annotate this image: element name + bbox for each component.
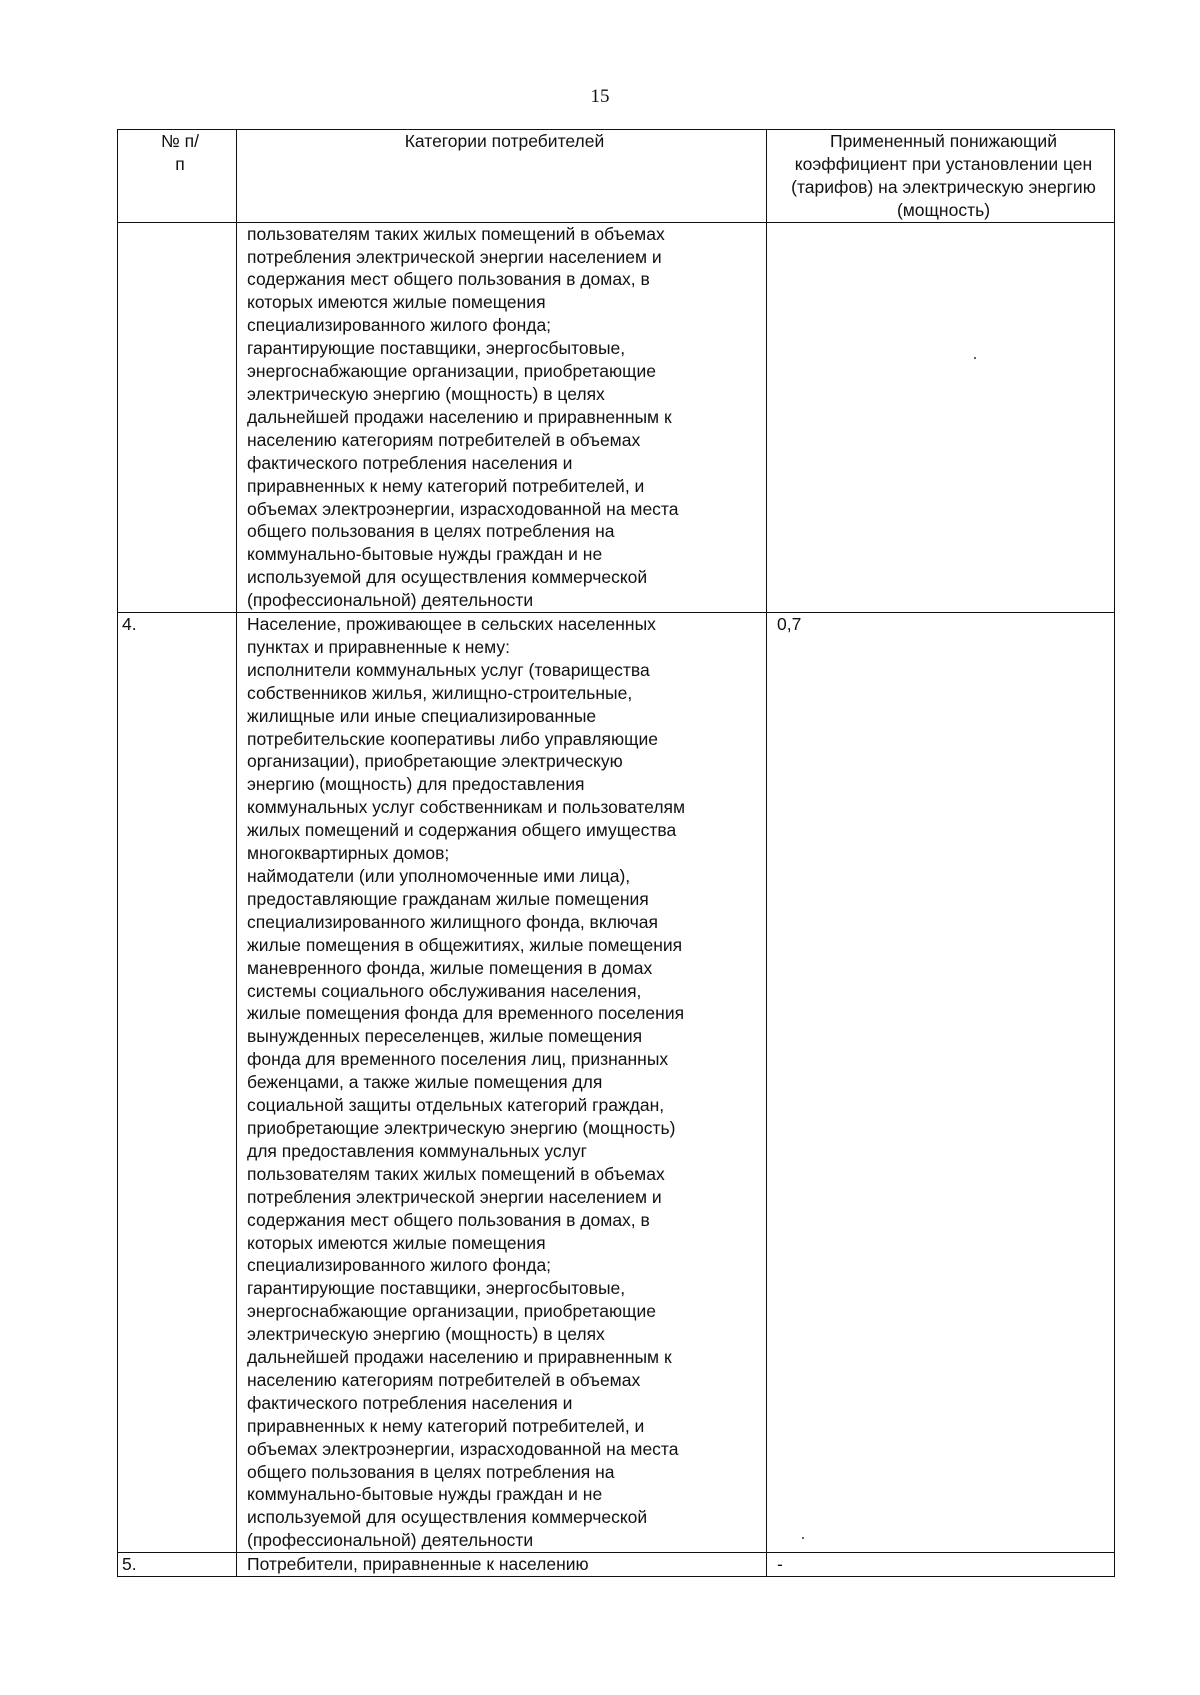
continuation-category-line: дальнейшей продажи населению и приравненным к xyxy=(247,406,672,427)
row4-category-line: фактического потребления населения и xyxy=(247,1392,573,1413)
row4-number: 4. xyxy=(118,613,237,1553)
page-number: 15 xyxy=(590,86,610,107)
row4-category-line: специализированного жилого фонда; xyxy=(247,1255,552,1276)
table-header-row xyxy=(118,130,1115,223)
continuation-category-line: пользователям таких жилых помещений в объемах xyxy=(247,223,665,244)
scan-speck xyxy=(802,1537,804,1539)
row4-coefficient: 0,7 xyxy=(767,613,1115,1553)
row4-category-line: пользователям таких жилых помещений в объемах xyxy=(247,1163,665,1184)
continuation-category-line: потребления электрической энергии населением и xyxy=(247,246,662,267)
row4-category-line: маневренного фонда, жилые помещения в домах xyxy=(247,957,653,978)
table-row-continuation xyxy=(118,222,1115,612)
row4-category-line: жилищные или иные специализированные xyxy=(247,705,597,726)
tariff-coefficients-table xyxy=(117,129,1115,1577)
row4-category-cell xyxy=(237,613,767,1553)
continuation-category-line: объемах электроэнергии, израсходованной на места xyxy=(247,498,679,519)
row4-category-line: общего пользования в целях потребления на xyxy=(247,1461,615,1482)
continuation-category-line: (профессиональной) деятельности xyxy=(247,590,534,611)
row4-category-line: собственников жилья, жилищно-строительные, xyxy=(247,682,633,703)
row4-category-line: энергию (мощность) для предоставления xyxy=(247,774,585,795)
continuation-category-line: фактического потребления населения и xyxy=(247,452,573,473)
continuation-category-line: коммунально-бытовые нужды граждан и не xyxy=(247,544,603,565)
row4-category-line: специализированного жилищного фонда, включая xyxy=(247,911,658,932)
row4-category-line: которых имеются жилые помещения xyxy=(247,1232,546,1253)
row4-category-line: пунктах и приравненные к нему: xyxy=(247,636,510,657)
row4-category-line: (профессиональной) деятельности xyxy=(247,1530,534,1551)
row4-category-line: предоставляющие гражданам жилые помещения xyxy=(247,888,649,909)
continuation-category-line: гарантирующие поставщики, энергосбытовые, xyxy=(247,338,626,359)
continuation-category-line: общего пользования в целях потребления на xyxy=(247,521,615,542)
continuation-coefficient-cell xyxy=(767,222,1115,612)
row5-coefficient: - xyxy=(767,1553,1115,1577)
continuation-category-line: содержания мест общего пользования в домах, в xyxy=(247,269,650,290)
row4-category-line: населению категориям потребителей в объемах xyxy=(247,1369,641,1390)
header-category: Категории потребителей xyxy=(237,130,767,223)
header-coefficient: Примененный понижающий коэффициент при установлении цен (тарифов) на электрическую энергию (мощность) xyxy=(767,130,1115,223)
continuation-category-line: которых имеются жилые помещения xyxy=(247,292,546,313)
table-row-5 xyxy=(118,1553,1115,1577)
row5-category: Потребители, приравненные к населению xyxy=(237,1553,767,1577)
row4-category-line: потребления электрической энергии населением и xyxy=(247,1186,662,1207)
scan-speck xyxy=(974,357,976,359)
header-number-label: № п/п xyxy=(161,131,199,174)
continuation-category-line: используемой для осуществления коммерческой xyxy=(247,567,648,588)
row4-category-line: жилые помещения фонда для временного поселения xyxy=(247,1003,685,1024)
row4-category-line: фонда для временного поселения лиц, признанных xyxy=(247,1049,669,1070)
row4-category-line: вынужденных переселенцев, жилые помещения xyxy=(247,1026,643,1047)
row4-category-line: Население, проживающее в сельских населенных xyxy=(247,614,656,635)
row4-category-line: дальнейшей продажи населению и приравненным к xyxy=(247,1347,672,1368)
continuation-category-line: специализированного жилого фонда; xyxy=(247,315,552,336)
continuation-category-cell xyxy=(237,222,767,612)
row4-category-line: системы социального обслуживания населения, xyxy=(247,980,642,1001)
row4-category-line: для предоставления коммунальных услуг xyxy=(247,1140,588,1161)
row4-category-line: исполнители коммунальных услуг (товарищества xyxy=(247,659,650,680)
row4-category-line: беженцами, а также жилые помещения для xyxy=(247,1072,603,1093)
row4-category-line: жилых помещений и содержания общего имущества xyxy=(247,820,677,841)
row4-category-line: коммунально-бытовые нужды граждан и не xyxy=(247,1484,603,1505)
row4-category-line: электрическую энергию (мощность) в целях xyxy=(247,1324,605,1345)
row4-category-line: потребительские кооперативы либо управляющие xyxy=(247,728,659,749)
row4-category-line: приравненных к нему категорий потребителей, и xyxy=(247,1415,645,1436)
row4-category-line: гарантирующие поставщики, энергосбытовые, xyxy=(247,1278,626,1299)
row4-category-line: организации), приобретающие электрическую xyxy=(247,751,623,772)
row4-category-line: используемой для осуществления коммерческой xyxy=(247,1507,648,1528)
row4-category-line: жилые помещения в общежитиях, жилые помещения xyxy=(247,934,683,955)
row4-category-line: многоквартирных домов; xyxy=(247,843,450,864)
row4-category-line: приобретающие электрическую энергию (мощность) xyxy=(247,1117,676,1138)
row4-category-line: социальной защиты отдельных категорий граждан, xyxy=(247,1095,665,1116)
continuation-num-cell xyxy=(118,222,237,612)
continuation-category-line: приравненных к нему категорий потребителей, и xyxy=(247,475,645,496)
row4-category-line: наймодатели (или уполномоченные ими лица), xyxy=(247,866,631,886)
table-row-4 xyxy=(118,613,1115,1553)
row4-category-line: содержания мест общего пользования в домах, в xyxy=(247,1209,650,1230)
continuation-category-line: электрическую энергию (мощность) в целях xyxy=(247,383,605,404)
row5-number: 5. xyxy=(118,1553,237,1577)
continuation-category-line: энергоснабжающие организации, приобретающие xyxy=(247,361,656,382)
row4-category-line: энергоснабжающие организации, приобретающие xyxy=(247,1301,656,1322)
row4-category-line: коммунальных услуг собственникам и пользователям xyxy=(247,797,686,818)
continuation-category-line: населению категориям потребителей в объемах xyxy=(247,429,641,450)
header-number xyxy=(118,130,237,223)
row4-category-line: объемах электроэнергии, израсходованной на места xyxy=(247,1438,679,1459)
